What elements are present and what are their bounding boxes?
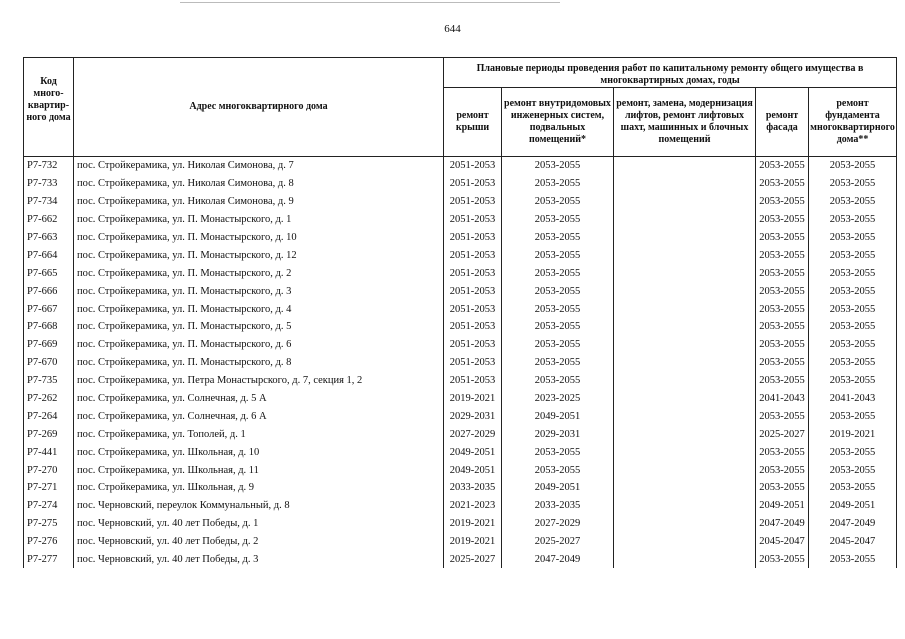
cell-foundation: 2053-2055 [809, 282, 897, 300]
cell-code: Р7-670 [24, 354, 74, 372]
cell-code: Р7-276 [24, 533, 74, 551]
cell-code: Р7-734 [24, 193, 74, 211]
cell-elevators [614, 229, 756, 247]
cell-foundation: 2053-2055 [809, 246, 897, 264]
cell-foundation: 2053-2055 [809, 318, 897, 336]
cell-elevators [614, 461, 756, 479]
cell-facade: 2053-2055 [756, 175, 809, 193]
cell-address: пос. Стройкерамика, ул. П. Монастырского, д. 5 [74, 318, 444, 336]
table-row [24, 282, 897, 300]
cell-code: Р7-669 [24, 336, 74, 354]
cell-code: Р7-274 [24, 497, 74, 515]
cell-engineering: 2027-2029 [502, 515, 614, 533]
cell-code: Р7-665 [24, 264, 74, 282]
cell-facade: 2053-2055 [756, 229, 809, 247]
table-row [24, 515, 897, 533]
cell-engineering: 2025-2027 [502, 533, 614, 551]
cell-address: пос. Черновский, ул. 40 лет Победы, д. 3 [74, 551, 444, 569]
cell-elevators [614, 246, 756, 264]
cell-facade: 2045-2047 [756, 533, 809, 551]
cell-address: пос. Стройкерамика, ул. П. Монастырского, д. 12 [74, 246, 444, 264]
cell-facade: 2053-2055 [756, 407, 809, 425]
cell-address: пос. Черновский, ул. 40 лет Победы, д. 2 [74, 533, 444, 551]
cell-code: Р7-277 [24, 551, 74, 569]
cell-engineering: 2053-2055 [502, 300, 614, 318]
cell-code: Р7-667 [24, 300, 74, 318]
cell-foundation: 2053-2055 [809, 479, 897, 497]
cell-foundation: 2053-2055 [809, 354, 897, 372]
cell-engineering: 2053-2055 [502, 246, 614, 264]
cell-elevators [614, 497, 756, 515]
cell-facade: 2053-2055 [756, 300, 809, 318]
cell-address: пос. Стройкерамика, ул. П. Монастырского, д. 10 [74, 229, 444, 247]
cell-code: Р7-733 [24, 175, 74, 193]
cell-roof: 2051-2053 [444, 300, 502, 318]
cell-foundation: 2047-2049 [809, 515, 897, 533]
header-facade: ремонт фасада [756, 88, 809, 157]
cell-roof: 2051-2053 [444, 318, 502, 336]
cell-engineering: 2053-2055 [502, 157, 614, 175]
cell-elevators [614, 407, 756, 425]
cell-roof: 2019-2021 [444, 390, 502, 408]
cell-code: Р7-664 [24, 246, 74, 264]
cell-elevators [614, 425, 756, 443]
cell-facade: 2049-2051 [756, 497, 809, 515]
cell-code: Р7-663 [24, 229, 74, 247]
cell-roof: 2033-2035 [444, 479, 502, 497]
cell-engineering: 2053-2055 [502, 264, 614, 282]
cell-facade: 2053-2055 [756, 354, 809, 372]
cell-engineering: 2053-2055 [502, 193, 614, 211]
cell-engineering: 2049-2051 [502, 407, 614, 425]
cell-foundation: 2049-2051 [809, 497, 897, 515]
cell-roof: 2049-2051 [444, 443, 502, 461]
cell-roof: 2029-2031 [444, 407, 502, 425]
table-row [24, 211, 897, 229]
cell-engineering: 2053-2055 [502, 175, 614, 193]
table-row [24, 461, 897, 479]
cell-code: Р7-262 [24, 390, 74, 408]
table-row [24, 157, 897, 175]
capital-repair-schedule-table [23, 57, 897, 568]
table-row [24, 354, 897, 372]
table-row [24, 193, 897, 211]
cell-engineering: 2053-2055 [502, 354, 614, 372]
cell-foundation: 2053-2055 [809, 300, 897, 318]
cell-engineering: 2053-2055 [502, 372, 614, 390]
cell-roof: 2051-2053 [444, 354, 502, 372]
cell-code: Р7-732 [24, 157, 74, 175]
cell-elevators [614, 282, 756, 300]
cell-address: пос. Стройкерамика, ул. П. Монастырского, д. 3 [74, 282, 444, 300]
cell-engineering: 2047-2049 [502, 551, 614, 569]
table-row [24, 443, 897, 461]
cell-elevators [614, 193, 756, 211]
table-row [24, 336, 897, 354]
cell-elevators [614, 515, 756, 533]
header-address: Адрес многоквартирного дома [74, 58, 444, 157]
table-row [24, 390, 897, 408]
cell-foundation: 2041-2043 [809, 390, 897, 408]
header-elevators: ремонт, замена, модернизация лифтов, ремонт лифтовых шахт, машинных и блочных помещений [614, 88, 756, 157]
cell-elevators [614, 157, 756, 175]
cell-roof: 2051-2053 [444, 336, 502, 354]
cell-code: Р7-264 [24, 407, 74, 425]
cell-roof: 2051-2053 [444, 211, 502, 229]
cell-address: пос. Стройкерамика, ул. Школьная, д. 10 [74, 443, 444, 461]
cell-engineering: 2053-2055 [502, 211, 614, 229]
cell-roof: 2025-2027 [444, 551, 502, 569]
cell-foundation: 2053-2055 [809, 372, 897, 390]
header-planned-periods: Плановые периоды проведения работ по капитальному ремонту общего имущества в многоквартирных домах, годы [444, 58, 897, 88]
cell-address: пос. Стройкерамика, ул. Петра Монастырского, д. 7, секция 1, 2 [74, 372, 444, 390]
cell-elevators [614, 175, 756, 193]
cell-code: Р7-735 [24, 372, 74, 390]
cell-facade: 2047-2049 [756, 515, 809, 533]
cell-engineering: 2049-2051 [502, 479, 614, 497]
cell-roof: 2019-2021 [444, 533, 502, 551]
table-row [24, 551, 897, 569]
cell-address: пос. Стройкерамика, ул. П. Монастырского, д. 4 [74, 300, 444, 318]
cell-address: пос. Стройкерамика, ул. П. Монастырского, д. 6 [74, 336, 444, 354]
cell-facade: 2053-2055 [756, 264, 809, 282]
cell-elevators [614, 479, 756, 497]
cell-foundation: 2053-2055 [809, 193, 897, 211]
cell-facade: 2053-2055 [756, 193, 809, 211]
cell-address: пос. Стройкерамика, ул. Школьная, д. 11 [74, 461, 444, 479]
cell-address: пос. Черновский, ул. 40 лет Победы, д. 1 [74, 515, 444, 533]
cell-elevators [614, 390, 756, 408]
cell-address: пос. Стройкерамика, ул. Николая Симонова, д. 9 [74, 193, 444, 211]
cell-engineering: 2053-2055 [502, 443, 614, 461]
cell-facade: 2053-2055 [756, 461, 809, 479]
cell-engineering: 2053-2055 [502, 229, 614, 247]
table-row [24, 175, 897, 193]
header-code: Код много-квартир-ного дома [24, 58, 74, 157]
table-row [24, 264, 897, 282]
cell-roof: 2051-2053 [444, 246, 502, 264]
cell-elevators [614, 264, 756, 282]
cell-address: пос. Черновский, переулок Коммунальный, д. 8 [74, 497, 444, 515]
cell-facade: 2053-2055 [756, 318, 809, 336]
cell-address: пос. Стройкерамика, ул. Солнечная, д. 5 А [74, 390, 444, 408]
cell-code: Р7-271 [24, 479, 74, 497]
cell-code: Р7-666 [24, 282, 74, 300]
cell-elevators [614, 354, 756, 372]
cell-foundation: 2053-2055 [809, 264, 897, 282]
cell-code: Р7-269 [24, 425, 74, 443]
table-row [24, 229, 897, 247]
cell-code: Р7-668 [24, 318, 74, 336]
cell-foundation: 2053-2055 [809, 229, 897, 247]
cell-engineering: 2053-2055 [502, 461, 614, 479]
table-row [24, 372, 897, 390]
cell-code: Р7-662 [24, 211, 74, 229]
cell-code: Р7-275 [24, 515, 74, 533]
cell-address: пос. Стройкерамика, ул. Николая Симонова, д. 7 [74, 157, 444, 175]
cell-facade: 2053-2055 [756, 157, 809, 175]
table-row [24, 246, 897, 264]
cell-foundation: 2053-2055 [809, 211, 897, 229]
cell-roof: 2027-2029 [444, 425, 502, 443]
cell-address: пос. Стройкерамика, ул. П. Монастырского, д. 1 [74, 211, 444, 229]
table-row [24, 533, 897, 551]
cell-facade: 2053-2055 [756, 246, 809, 264]
cell-elevators [614, 372, 756, 390]
cell-engineering: 2033-2035 [502, 497, 614, 515]
table-row [24, 497, 897, 515]
cell-engineering: 2053-2055 [502, 336, 614, 354]
cell-roof: 2051-2053 [444, 193, 502, 211]
cell-facade: 2053-2055 [756, 443, 809, 461]
cell-facade: 2053-2055 [756, 479, 809, 497]
header-engineering: ремонт внутридомовых инженерных систем, подвальных помещений* [502, 88, 614, 157]
table-row [24, 300, 897, 318]
cell-elevators [614, 533, 756, 551]
cell-facade: 2041-2043 [756, 390, 809, 408]
cell-roof: 2051-2053 [444, 282, 502, 300]
cell-foundation: 2019-2021 [809, 425, 897, 443]
cell-facade: 2025-2027 [756, 425, 809, 443]
header-foundation: ремонт фундамента многоквартирного дома** [809, 88, 897, 157]
cell-foundation: 2053-2055 [809, 551, 897, 569]
cell-engineering: 2023-2025 [502, 390, 614, 408]
cell-roof: 2051-2053 [444, 175, 502, 193]
cell-foundation: 2053-2055 [809, 407, 897, 425]
page-number: 644 [444, 23, 461, 35]
cell-address: пос. Стройкерамика, ул. П. Монастырского, д. 2 [74, 264, 444, 282]
cell-address: пос. Стройкерамика, ул. Школьная, д. 9 [74, 479, 444, 497]
cell-roof: 2051-2053 [444, 157, 502, 175]
cell-roof: 2019-2021 [444, 515, 502, 533]
cell-roof: 2051-2053 [444, 372, 502, 390]
cell-code: Р7-270 [24, 461, 74, 479]
cell-engineering: 2053-2055 [502, 318, 614, 336]
table-row [24, 318, 897, 336]
cell-facade: 2053-2055 [756, 551, 809, 569]
cell-engineering: 2053-2055 [502, 282, 614, 300]
cell-roof: 2021-2023 [444, 497, 502, 515]
cell-address: пос. Стройкерамика, ул. Тополей, д. 1 [74, 425, 444, 443]
cell-code: Р7-441 [24, 443, 74, 461]
cell-engineering: 2029-2031 [502, 425, 614, 443]
cell-elevators [614, 318, 756, 336]
cell-facade: 2053-2055 [756, 282, 809, 300]
cell-elevators [614, 211, 756, 229]
cell-roof: 2051-2053 [444, 229, 502, 247]
table-row [24, 425, 897, 443]
cell-facade: 2053-2055 [756, 211, 809, 229]
cell-elevators [614, 551, 756, 569]
cell-address: пос. Стройкерамика, ул. Солнечная, д. 6 А [74, 407, 444, 425]
cell-roof: 2051-2053 [444, 264, 502, 282]
cell-address: пос. Стройкерамика, ул. П. Монастырского, д. 8 [74, 354, 444, 372]
cell-foundation: 2045-2047 [809, 533, 897, 551]
cell-foundation: 2053-2055 [809, 461, 897, 479]
cell-foundation: 2053-2055 [809, 443, 897, 461]
cell-facade: 2053-2055 [756, 372, 809, 390]
cell-elevators [614, 443, 756, 461]
scan-top-rule [180, 2, 560, 3]
cell-elevators [614, 336, 756, 354]
header-roof: ремонт крыши [444, 88, 502, 157]
table-row [24, 407, 897, 425]
cell-roof: 2049-2051 [444, 461, 502, 479]
cell-facade: 2053-2055 [756, 336, 809, 354]
table-row [24, 479, 897, 497]
cell-foundation: 2053-2055 [809, 336, 897, 354]
cell-foundation: 2053-2055 [809, 157, 897, 175]
cell-elevators [614, 300, 756, 318]
cell-address: пос. Стройкерамика, ул. Николая Симонова, д. 8 [74, 175, 444, 193]
cell-foundation: 2053-2055 [809, 175, 897, 193]
